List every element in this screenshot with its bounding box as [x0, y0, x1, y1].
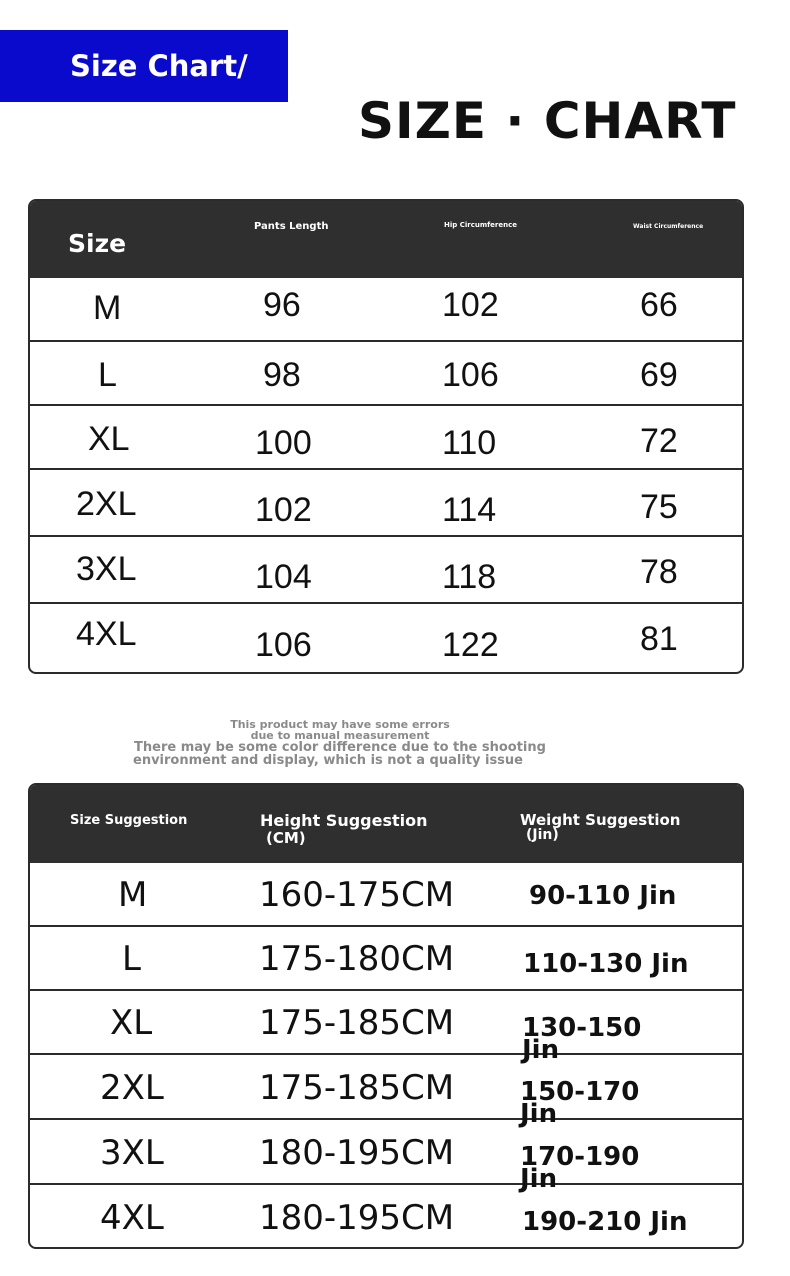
row-waist: 78 [640, 553, 678, 591]
header-size-suggestion: Size Suggestion [70, 813, 188, 828]
row-height: 175-185CM [259, 1068, 455, 1108]
size-chart-badge [0, 30, 288, 102]
table-row [30, 470, 742, 537]
row-weight: 190-210 Jin [522, 1207, 688, 1237]
row-height: 180-195CM [259, 1133, 455, 1173]
row-size: L [122, 939, 141, 979]
row-size: 3XL [76, 550, 137, 588]
row-length: 100 [255, 424, 312, 462]
header-pants-length: Pants Length [254, 221, 329, 232]
row-size: M [93, 289, 122, 327]
header-height-suggestion: Height Suggestion [260, 811, 428, 830]
row-size: XL [88, 420, 130, 458]
row-height: 160-175CM [259, 875, 455, 915]
row-waist: 72 [640, 422, 678, 460]
note-line-2: due to manual measurement [250, 729, 430, 742]
row-height: 175-180CM [259, 939, 455, 979]
page-title: SIZE · CHART [358, 92, 737, 150]
row-hip: 122 [442, 626, 499, 664]
row-waist: 81 [640, 620, 678, 658]
row-weight: 170-190 Jin [520, 1142, 640, 1194]
row-hip: 114 [442, 491, 497, 529]
size-suggestion-table [28, 783, 744, 1249]
table-row [30, 1055, 742, 1129]
row-waist: 66 [640, 286, 678, 324]
row-weight: 90-110 Jin [529, 881, 677, 911]
row-height: 180-195CM [259, 1198, 455, 1238]
suggestion-table-header [30, 785, 742, 863]
row-size: 4XL [76, 615, 137, 653]
row-length: 96 [263, 286, 301, 324]
table-row [30, 537, 742, 604]
row-waist: 69 [640, 356, 678, 394]
row-length: 98 [263, 356, 301, 394]
table-row [30, 604, 742, 672]
table-row [30, 342, 742, 406]
row-size: L [98, 356, 117, 394]
note-line-4: environment and display, which is not a quality issue [133, 753, 523, 768]
row-weight: 110-130 Jin [523, 949, 689, 979]
row-length: 104 [255, 558, 312, 596]
row-size: 3XL [100, 1133, 164, 1173]
row-size: XL [110, 1003, 153, 1043]
table-row [30, 1120, 742, 1194]
row-size: M [118, 875, 148, 915]
row-hip: 102 [442, 286, 499, 324]
badge-label: Size Chart/ [70, 49, 248, 83]
row-size: 4XL [100, 1198, 164, 1238]
header-size: Size [68, 229, 127, 258]
table-row [30, 278, 742, 342]
measurement-table [28, 199, 744, 674]
row-length: 102 [255, 491, 312, 529]
row-size: 2XL [100, 1068, 164, 1108]
row-weight: 130-150 Jin [522, 1013, 642, 1065]
table-row [30, 1185, 742, 1247]
note-line-3: There may be some color difference due to the shooting [134, 740, 546, 755]
header-hip-circumference: Hip Circumference [444, 221, 517, 229]
header-waist-circumference: Waist Circumference [633, 223, 704, 230]
row-size: 2XL [76, 485, 137, 523]
row-waist: 75 [640, 488, 678, 526]
row-height: 175-185CM [259, 1003, 455, 1043]
note-line-1: This product may have some errors [230, 718, 450, 731]
table-row [30, 991, 742, 1065]
header-height-unit: (CM) [266, 829, 306, 847]
row-hip: 110 [442, 424, 497, 462]
table-row [30, 863, 742, 927]
row-weight: 150-170 Jin [520, 1077, 640, 1129]
row-length: 106 [255, 626, 312, 664]
table-row [30, 927, 742, 991]
header-weight-suggestion: Weight Suggestion [520, 811, 681, 829]
header-weight-unit: (Jin) [526, 827, 559, 843]
table-row [30, 406, 742, 470]
row-hip: 106 [442, 356, 499, 394]
row-hip: 118 [442, 558, 497, 596]
measurement-table-header [30, 201, 742, 278]
